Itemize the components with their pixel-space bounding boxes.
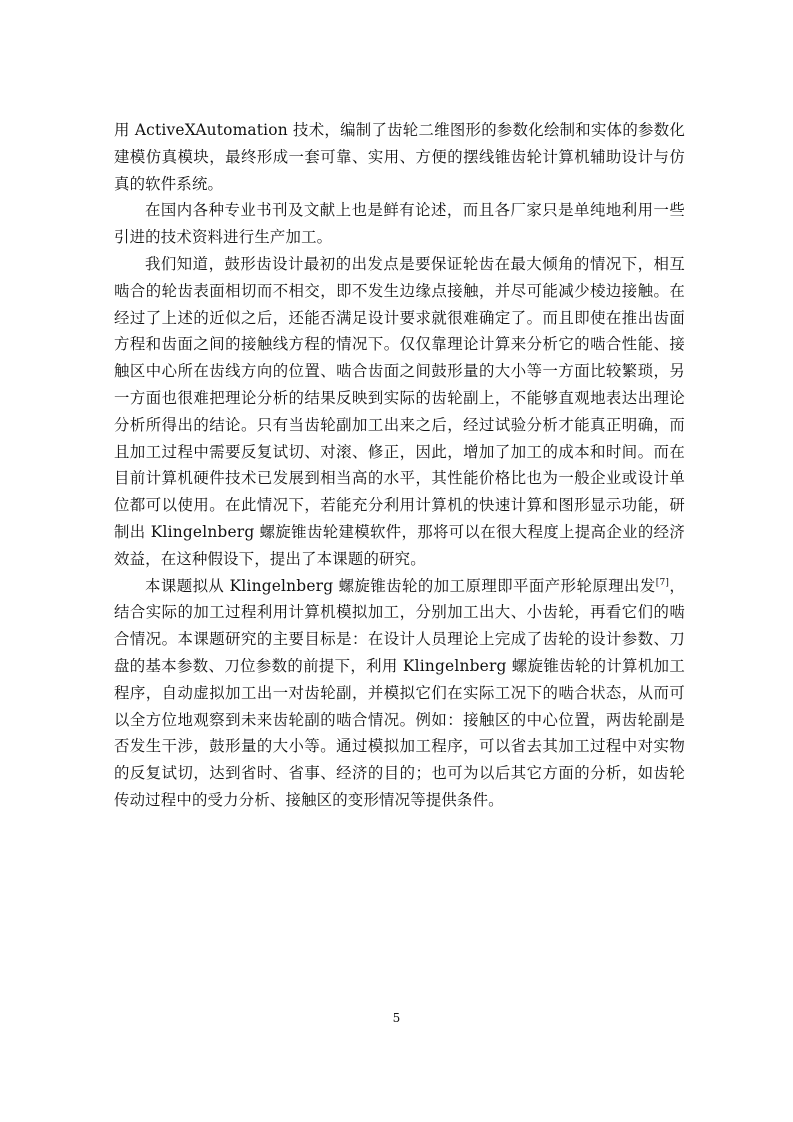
citation-reference[interactable]: [7] (655, 577, 670, 588)
paragraph-4-text-before: 本课题拟从 Klingelnberg 螺旋锥齿轮的加工原理即平面产形轮原理出发 (145, 576, 656, 595)
paragraph-4 (114, 573, 685, 814)
paragraph-3: 我们知道，鼓形齿设计最初的出发点是要保证轮齿在最大倾角的情况下，相互啮合的轮齿表面相切而不相交，即不发生边缘点接触，并尽可能减少棱边接触。在经过了上述的近似之后，还能否满足设计要求就很难确定了。而且即使在推出齿面方程和齿面之间的接触线方程的情况下。仅仅靠理论计算来分析它的啮合性能、接触区中心所在齿线方向的位置、啮合齿面之间鼓形量的大小等一方面比较繁琐，另一方面也很难把理论分析的结果反映到实际的齿轮副上，不能够直观地表达出理论分析所得出的结论。只有当齿轮副加工出来之后，经过试验分析才能真正明确，而且加工过程中需要反复试切、对滚、修正，因此，增加了加工的成本和时间。而在目前计算机硬件技术已发展到相当高的水平，其性能价格比也为一般企业或设计单位都可以使用。在此情况下，若能充分利用计算机的快速计算和图形显示功能，研制出 Klingelnberg 螺旋锥齿轮建模软件，那将可以在很大程度上提高企业的经济效益，在这种假设下，提出了本课题的研究。 (114, 254, 685, 568)
paragraph-2: 在国内各种专业书刊及文献上也是鲜有论述，而且各厂家只是单纯地利用一些引进的技术资料进行生产加工。 (114, 201, 685, 247)
page-number: 5 (392, 1011, 401, 1025)
paragraph-4-text-after: ，结合实际的加工过程利用计算机模拟加工，分别加工出大、小齿轮，再看它们的啮合情况。本课题研究的主要目标是：在设计人员理论上完成了齿轮的设计参数、刀盘的基本参数、刀位参数的前提下，利用 Klingelnberg 螺旋锥齿轮的计算机加工程序，自动虚拟加工出一对齿轮副，并模拟它们在实际工况下的啮合状态，从而可以全方位地观察到未来齿轮副的啮合情况。例如：接触区的中心位置，两齿轮副是否发生干涉，鼓形量的大小等。通过模拟加工程序，可以省去其加工过程中对实物的反复试切，达到省时、省事、经济的目的；也可为以后其它方面的分析，如齿轮传动过程中的受力分析、接触区的变形情况等提供条件。 (114, 576, 685, 809)
paragraph-1: 用 ActiveXAutomation 技术，编制了齿轮二维图形的参数化绘制和实体的参数化建模仿真模块，最终形成一套可靠、实用、方便的摆线锥齿轮计算机辅助设计与仿真的软件系统。 (114, 121, 685, 193)
body-text (114, 117, 685, 814)
